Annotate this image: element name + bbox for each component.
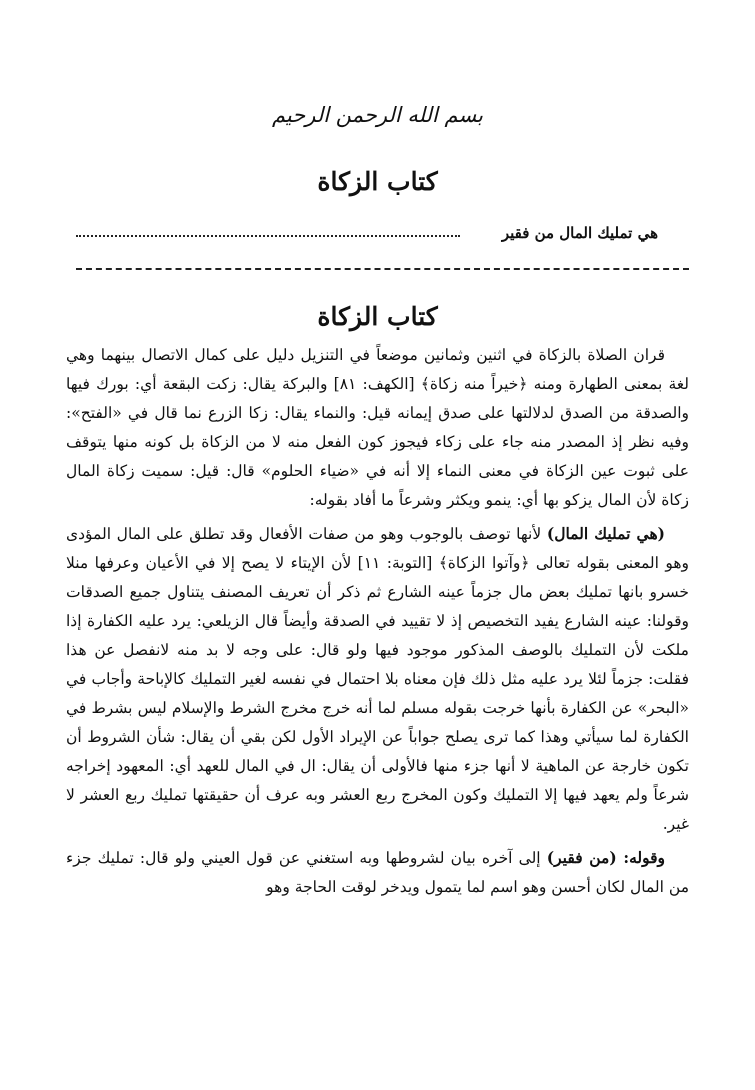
paragraph (66, 519, 689, 839)
paragraph (66, 340, 689, 515)
section-title: كتاب الزكاة (317, 302, 438, 331)
paragraph-lead: وقوله: (من فقير) (546, 848, 665, 867)
matn-line: هي تمليك المال من فقير (501, 224, 658, 242)
paragraph-text: لأنها توصف بالوجوب وهو من صفات الأفعال وقد تطلق على المال المؤدى وهو المعنى بقوله تعالى ﴿وآتوا الزكاة﴾ [التوبة: ١١] لأن الإيتاء لا يصح إلا في الأعيان وعرفها منلا خسرو بانها تمليك بعض مال جزماً عينه الشارع ثم ذكر أن تعريف المصنف يتناول جميع الصدقات وقولنا: عينه الشارع يفيد التخصيص إذ لا تقييد في الصدقة وأيضاً قال الزيلعي: يرد عليه الكفارة إذا ملكت لأن التمليك بالوصف المذكور موجود فيها ولو قال: على وجه لا بد منه لانفصل عن هذا فقلت: جزماً لئلا يرد عليه مثل ذلك فإن معناه بلا احتمال في نفسه لغير التمليك كالإباحة وأجاب في «البحر» عن الكفارة بأنها خرجت بقوله مسلم لما أنه خرج مخرج الشرط والإسلام ليس بشرط في الكفارة لما سيأتي وهذا كما ترى يصلح جواباً عن الإيراد الأول لكن بقي أن يقال: شأن الشروط أن تكون خارجة عن الماهية لا أنها جزء منها فالأولى أن يقال: ال في المال للعهد أي: المعهود إخراجه شرعاً ولم يعهد فيها إلا التمليك وكون المخرج ربع العشر وبه عرف أن حقيقتها تمليك ربع العشر لا غير. (66, 525, 689, 833)
paragraph-lead: (هي تمليك المال) (546, 524, 665, 543)
dotted-line (76, 229, 460, 237)
paragraph (66, 843, 689, 902)
commentary-body (66, 340, 689, 902)
paragraph-text: إلى آخره بيان لشروطها وبه استغني عن قول العيني ولو قال: تمليك جزء من المال لكان أحسن وهو اسم لما يتمول ويدخر لوقت الحاجة وهو (66, 849, 689, 896)
basmala: بسم الله الرحمن الرحيم (271, 103, 484, 127)
dashed-separator (76, 268, 689, 270)
book-title: كتاب الزكاة (317, 167, 438, 196)
paragraph-text: قران الصلاة بالزكاة في اثنين وثمانين موضعاً في التنزيل دليل على كمال الاتصال بينهما وهي لغة بمعنى الطهارة ومنه ﴿خيراً منه زكاة﴾ [الكهف: ٨١] والبركة يقال: زكت البقعة أي: بورك فيها والصدقة من الصدق لدلالتها على صدق إيمانه قيل: والنماء يقال: زكا الزرع نما قال في «الفتح»: وفيه نظر إذ المصدر منه جاء على زكاء فيجوز كون الفعل منه لا من الزكاة بل كونه منها يتوقف على ثبوت عين الزكاة في معنى النماء إلا أنه في «ضياء الحلوم» قال: قيل: سميت زكاة المال زكاة لأن المال يزكو بها أي: ينمو ويكثر وشرعاً ما أفاد بقوله: (66, 346, 689, 509)
